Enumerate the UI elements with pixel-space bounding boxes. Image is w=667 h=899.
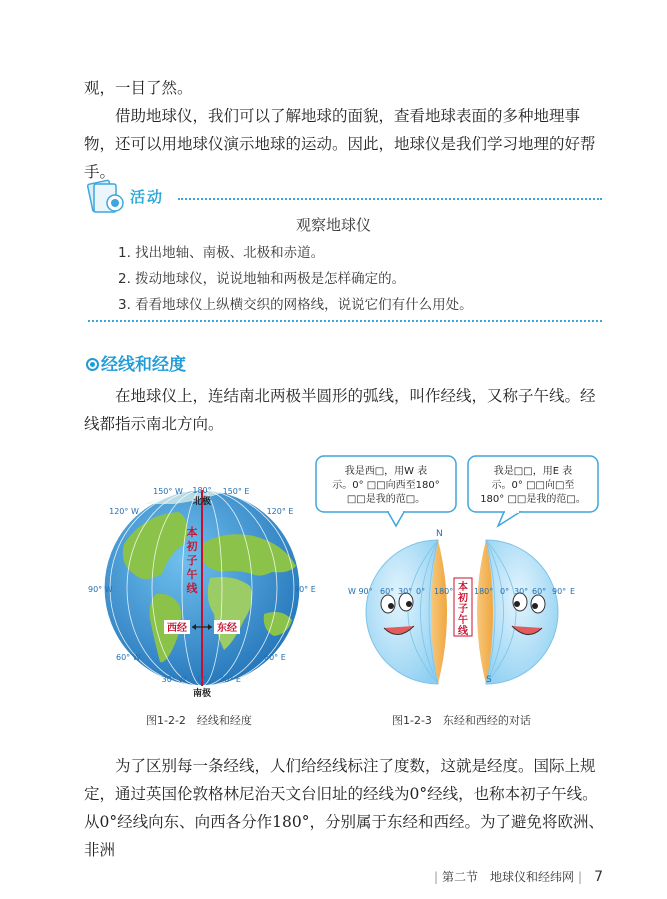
svg-text:本: 本 [186,526,198,539]
deg-30e: 30° E [219,675,241,684]
svg-text:30°: 30° [514,587,529,596]
south-letter: S [486,675,492,685]
footer-divider: | [433,870,439,884]
deg-180-top: 180° [192,486,212,495]
north-letter: N [436,529,443,539]
footer-divider-2: | [578,870,583,884]
svg-text:W 90°: W 90° [348,587,373,596]
svg-text:E: E [570,587,576,596]
section-bullet-icon [86,358,99,371]
svg-text:线: 线 [458,626,468,637]
svg-text:30°: 30° [398,587,413,596]
figure2-caption: 图1-2-3 东经和西经的对话 [392,714,531,727]
west-label: 西经 [167,623,187,634]
svg-text:子: 子 [186,554,198,567]
figure-hemispheres [308,452,608,696]
svg-text:90°: 90° [552,587,567,596]
deg-0-bottom: 0° [197,675,207,684]
svg-text:0°: 0° [416,587,426,596]
prime-meridian-label [186,525,199,595]
deg-90e: 90° E [294,585,316,594]
svg-text:180°: 180° [434,587,454,596]
section-heading [86,350,186,375]
svg-text:60°: 60° [380,587,395,596]
deg-120e: 120° E [266,507,294,516]
activity-title: 观察地球仪 [295,216,371,234]
deg-30w: 30° W [161,675,187,684]
page-footer [430,868,603,885]
svg-text:示。0° □□向□至: 示。0° □□向□至 [491,480,575,491]
activity-item-1: 1. 找出地轴、南极、北极和赤道。 [118,245,325,261]
svg-text:180° □□是我的范□。: 180° □□是我的范□。 [480,494,586,505]
paragraph-continuation: 观，一目了然。 [84,79,193,97]
deg-60e: 60° E [264,653,286,662]
deg-90w: 90° W [88,585,113,594]
svg-text:示。0° □□向西至180°: 示。0° □□向西至180° [332,480,440,491]
svg-text:本: 本 [458,582,468,593]
svg-text:□□是我的范□。: □□是我的范□。 [346,494,426,505]
figure-globe [84,474,320,706]
deg-60w: 60° W [116,653,141,662]
svg-text:午: 午 [458,615,468,626]
western-hemisphere [366,540,438,684]
paragraph-meridian-definition: 在地球仪上，连结南北两极半圆形的弧线，叫作经线，又称子午线。经线都指示南北方向。 [84,387,596,433]
svg-text:0°: 0° [500,587,510,596]
svg-text:60°: 60° [532,587,547,596]
eastern-hemisphere [486,540,558,684]
svg-text:初: 初 [186,540,198,553]
svg-text:我是□□，用E 表: 我是□□，用E 表 [493,466,573,477]
figure1-caption: 图1-2-2 经线和经度 [146,714,252,727]
svg-text:180°: 180° [474,587,494,596]
deg-150w: 150° W [153,487,183,496]
activity-divider-top [178,198,602,200]
svg-text:我是西□，用W 表: 我是西□，用W 表 [344,466,428,477]
activity-item-3: 3. 看看地球仪上纵横交织的网格线，说说它们有什么用处。 [118,297,473,313]
south-pole-label: 南极 [192,689,212,699]
deg-150e: 150° E [222,487,250,496]
activity-item-2: 2. 拨动地球仪，说说地轴和两极是怎样确定的。 [118,271,406,287]
activity-icon [84,176,134,216]
svg-text:午: 午 [186,568,198,581]
svg-text:初: 初 [458,593,468,604]
paragraph-longitude: 为了区别每一条经线，人们给经线标注了度数，这就是经度。国际上规定，通过英国伦敦格林尼治天文台旧址的经线为0°经线，也称本初子午线。从0°经线向东、向西各分作180°，分别属于东经和西经。为了避免将欧洲、非洲 [84,757,604,859]
section-heading-text: 经线和经度 [101,355,186,375]
deg-120w: 120° W [109,507,139,516]
svg-text:线: 线 [186,582,198,595]
speech-bubble-right [468,456,598,526]
svg-text:子: 子 [458,604,468,615]
activity-label: 活动 [130,188,165,206]
eastern-degree-ticks [474,587,575,596]
center-label [457,580,469,637]
western-degree-ticks [348,587,453,596]
north-pole-label: 北极 [192,497,212,507]
paragraph-globe-use: 借助地球仪，我们可以了解地球的面貌，查看地球表面的多种地理事物，还可以用地球仪演示地球的运动。因此，地球仪是我们学习地理的好帮手。 [84,107,596,181]
east-label: 东经 [217,623,237,634]
activity-divider-bottom [88,320,602,322]
activity-list [118,240,473,318]
speech-bubble-left [316,456,456,526]
footer-section: 第二节 地球仪和经纬网 [442,870,575,884]
page-number: 7 [594,869,603,885]
